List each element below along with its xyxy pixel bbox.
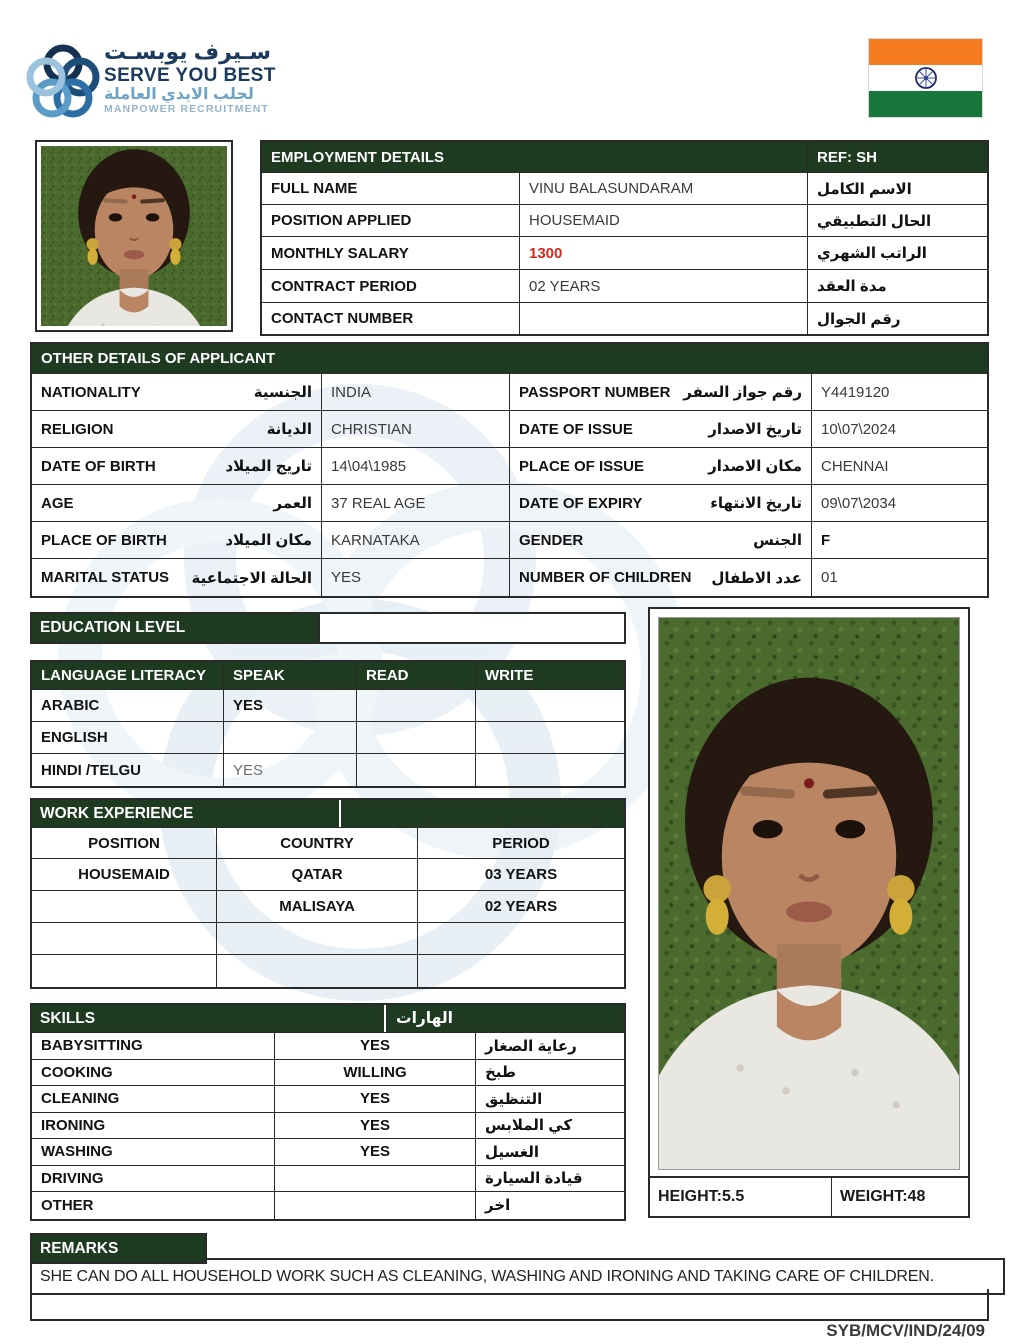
contact-number-label: CONTACT NUMBER [262,303,520,334]
number-of-children-arabic: عدد الاطفال [711,569,802,587]
nationality-value: INDIA [322,374,510,411]
applicant-photo-panel [648,607,970,1218]
date-of-issue-label: DATE OF ISSUE [519,420,633,438]
contract-period-value: 02 YEARS [520,270,808,303]
contact-number-value [520,303,808,334]
driving-label: DRIVING [32,1166,275,1193]
cooking-arabic: طبخ [476,1060,624,1087]
age-label: AGE [41,494,74,512]
marital-status-value: YES [322,559,510,596]
nationality-arabic: الجنسية [253,384,312,401]
babysitting-arabic: رعاية الصغار [476,1033,624,1060]
date-of-issue-arabic: تاريخ الاصدار [708,421,802,438]
cooking-label: COOKING [32,1060,275,1087]
nationality-label: NATIONALITY [41,383,141,401]
gender-arabic: الجنس [753,532,802,549]
passport-number-label: PASSPORT NUMBER [519,383,671,401]
driving-arabic: قيادة السيارة [476,1166,624,1193]
ashoka-chakra-icon [914,66,938,90]
cleaning-arabic: التنظيق [476,1086,624,1113]
age-value: 37 REAL AGE [322,485,510,522]
date-of-expiry-arabic: تاريخ الانتهاء [710,495,802,512]
place-of-birth-value: KARNATAKA [322,522,510,559]
brand-logo-icon [26,42,100,122]
arabic-read-value [357,690,476,722]
remarks-text: SHE CAN DO ALL HOUSEHOLD WORK SUCH AS CLEANING, WASHING AND IRONING AND TAKING CARE OF CHILDREN. [30,1258,1005,1295]
full-name-value: VINU BALASUNDARAM [520,173,808,205]
flag-green-stripe [869,91,982,117]
contact-number-arabic: رقم الجوال [817,310,901,328]
babysitting-label: BABYSITTING [32,1033,275,1060]
speak-header: SPEAK [224,662,357,690]
cooking-value: WILLING [275,1060,476,1087]
english-write-value [476,722,624,754]
work-row-position [32,891,217,923]
work-row-period: 03 YEARS [418,859,624,891]
brand-arabic-name: سـيرف يوبسـت [104,39,271,64]
contract-period-label: CONTRACT PERIOD [262,270,520,303]
contract-period-arabic: مدة العقد [808,270,987,303]
passport-number-value: Y4419120 [812,374,987,411]
brand-text-block [104,40,324,116]
work-experience-title: WORK EXPERIENCE [32,800,341,827]
work-row-country [217,923,418,955]
date-of-expiry-label: DATE OF EXPIRY [519,494,643,512]
work-row-position [32,955,217,987]
remarks-empty-row [30,1289,989,1321]
driving-value [275,1166,476,1193]
monthly-salary-label: MONTHLY SALARY [262,237,520,270]
arabic-speak-value: YES [224,690,357,722]
hindi-telgu-language-label: HINDI /TELGU [32,754,224,786]
marital-status-arabic: الحالة الاجتماعية [191,569,312,587]
work-row-period [418,955,624,987]
religion-label: RELIGION [41,420,114,438]
footer-reference-code: SYB/MCV/IND/24/09 [826,1321,985,1340]
work-row-country: MALISAYA [217,891,418,923]
number-of-children-label: NUMBER OF CHILDREN [519,569,692,586]
washing-value: YES [275,1139,476,1166]
ironing-label: IRONING [32,1113,275,1140]
weight-value: WEIGHT:48 [840,1188,926,1205]
other-skill-label: OTHER [32,1192,275,1219]
work-experience-table [30,798,626,989]
read-header: READ [357,662,476,690]
height-weight-row [650,1176,968,1216]
monthly-salary-arabic: الراتب الشهري [808,237,987,270]
education-level-value [318,612,626,644]
work-row-period [418,923,624,955]
flag-saffron-stripe [869,39,982,65]
applicant-photo-large [658,617,960,1170]
other-details-title: OTHER DETAILS OF APPLICANT [32,344,987,374]
employment-ref: REF: SH [808,142,987,173]
babysitting-value: YES [275,1033,476,1060]
ironing-arabic: كي الملابس [476,1113,624,1140]
date-of-birth-arabic: تاريج الميلاد [225,458,312,475]
date-of-issue-value: 10\07\2024 [812,411,987,448]
position-applied-value: HOUSEMAID [520,205,808,237]
language-literacy-table [30,660,626,788]
arabic-language-label: ARABIC [32,690,224,722]
washing-label: WASHING [32,1139,275,1166]
english-language-label: ENGLISH [32,722,224,754]
hindi-telgu-read-value [357,754,476,786]
full-name-arabic: الاسم الكامل [808,173,987,205]
india-flag-icon [869,39,982,117]
religion-value: CHRISTIAN [322,411,510,448]
gender-label: GENDER [519,531,584,549]
hindi-telgu-speak-value: YES [224,754,357,786]
skills-table [30,1003,626,1221]
height-value: HEIGHT:5.5 [650,1178,832,1216]
work-row-period: 02 YEARS [418,891,624,923]
number-of-children-value: 01 [821,569,838,586]
position-applied-arabic: الحال التطبيقي [808,205,987,237]
flag-white-stripe [869,65,982,91]
place-of-issue-label: PLACE OF ISSUE [519,457,645,475]
other-skill-arabic: اخر [485,1197,511,1215]
position-applied-label: POSITION APPLIED [262,205,520,237]
remarks-header: REMARKS [30,1233,207,1264]
work-row-position: HOUSEMAID [32,859,217,891]
place-of-birth-arabic: مكان الميلاد [225,532,312,549]
skills-title-arabic: الهارات [396,1010,453,1027]
other-details-table [30,342,989,598]
work-row-country: QATAR [217,859,418,891]
passport-number-arabic: رقم جواز السفر [683,384,802,401]
full-name-label: FULL NAME [262,173,520,205]
english-speak-value [224,722,357,754]
applicant-photo-small [35,140,233,332]
work-row-country [217,955,418,987]
brand-english-tagline: MANPOWER RECRUITMENT [104,102,269,115]
washing-arabic: الغسيل [476,1139,624,1166]
employment-title: EMPLOYMENT DETAILS [262,142,808,173]
employment-details-table [260,140,989,336]
cleaning-value: YES [275,1086,476,1113]
date-of-expiry-value: 09\07\2034 [812,485,987,522]
age-arabic: العمر [273,495,312,512]
monthly-salary-value: 1300 [520,237,808,270]
hindi-telgu-write-value [476,754,624,786]
ironing-value: YES [275,1113,476,1140]
marital-status-label: MARITAL STATUS [41,569,170,586]
place-of-issue-arabic: مكان الاصدار [708,458,802,475]
education-level-header: EDUCATION LEVEL [30,612,340,644]
position-header: POSITION [32,828,217,859]
skills-title: SKILLS [32,1005,386,1032]
language-literacy-header: LANGUAGE LITERACY [32,662,224,690]
religion-arabic: الديانة [266,421,312,438]
work-row-position [32,923,217,955]
period-header: PERIOD [418,828,624,859]
other-skill-value [275,1192,476,1219]
work-experience-title-spacer [341,800,624,827]
cleaning-label: CLEANING [32,1086,275,1113]
gender-value: F [812,522,987,559]
date-of-birth-value: 14\04\1985 [322,448,510,485]
place-of-issue-value: CHENNAI [812,448,987,485]
arabic-write-value [476,690,624,722]
brand-english-name: SERVE YOU BEST [104,64,276,86]
date-of-birth-label: DATE OF BIRTH [41,457,156,475]
english-read-value [357,722,476,754]
write-header: WRITE [476,662,624,690]
place-of-birth-label: PLACE OF BIRTH [41,531,167,549]
country-header: COUNTRY [217,828,418,859]
brand-arabic-tagline: لجلب الايدي العاملة [104,85,254,103]
